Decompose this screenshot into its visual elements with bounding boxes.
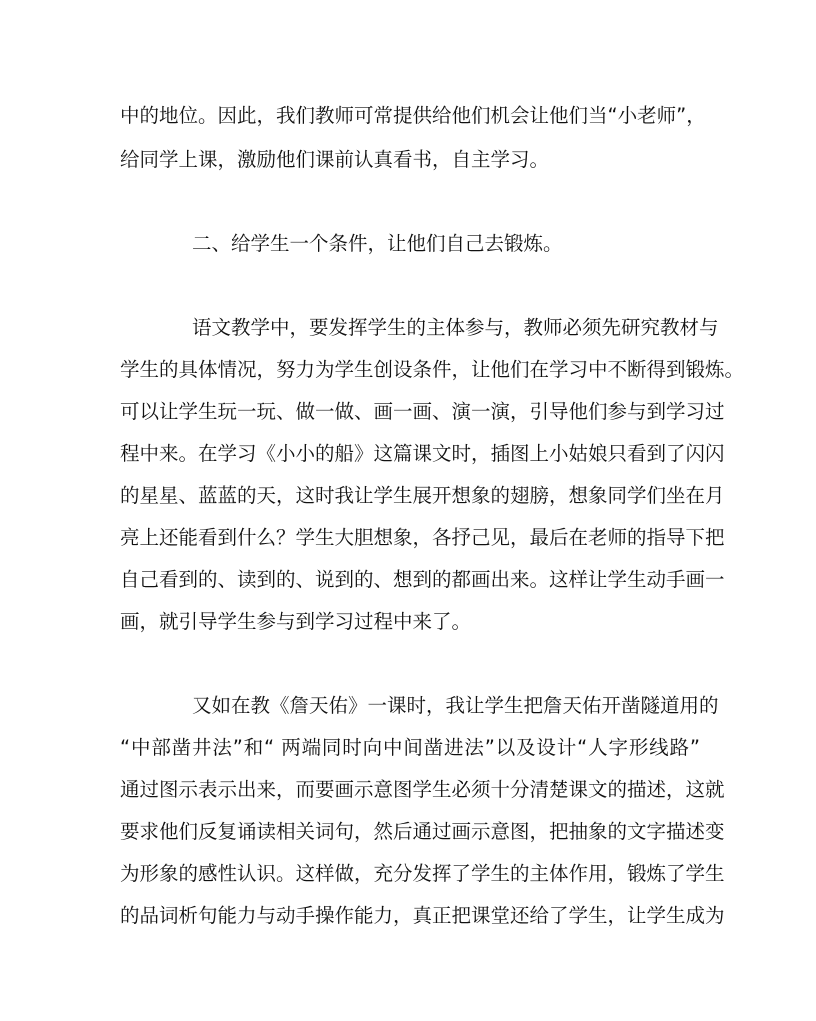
text-line-7: 程中来。在学习《小小的船》这篇课文时，插图上小姑娘只看到了闪闪 [120,442,725,465]
text-line-8: 的星星、蓝蓝的天，这时我让学生展开想象的翅膀，想象同学们坐在月 [120,484,725,507]
text-line-6: 可以让学生玩一玩、做一做、画一画、演一演，引导他们参与到学习过 [120,400,725,423]
text-line-9: 亮上还能看到什么？学生大胆想象，各抒己见，最后在老师的指导下把 [120,526,725,549]
text-line-13: “中部凿井法”和“ 两端同时向中间凿进法”以及设计“人字形线路” [120,736,700,759]
text-line-4: 语文教学中，要发挥学生的主体参与，教师必须先研究教材与 [192,316,719,339]
text-line-15: 要求他们反复诵读相关词句，然后通过画示意图，把抽象的文字描述变 [120,820,725,843]
section-heading: 二、给学生一个条件，让他们自己去锻炼。 [192,232,563,255]
text-line-17: 的品词析句能力与动手操作能力，真正把课堂还给了学生，让学生成为 [120,904,725,927]
text-line-14: 通过图示表示出来，而要画示意图学生必须十分清楚课文的描述，这就 [120,778,725,801]
text-line-2: 给同学上课，激励他们课前认真看书，自主学习。 [120,148,550,171]
text-line-1: 中的地位。因此，我们教师可常提供给他们机会让他们当“小老师”， [120,104,706,127]
text-line-10: 自己看到的、读到的、说到的、想到的都画出来。这样让学生动手画一 [120,568,725,591]
text-line-5: 学生的具体情况，努力为学生创设条件，让他们在学习中不断得到锻炼。 [120,358,745,381]
text-line-11: 画，就引导学生参与到学习过程中来了。 [120,610,472,633]
text-line-12: 又如在教《詹天佑》一课时，我让学生把詹天佑开凿隧道用的 [192,694,719,717]
text-line-16: 为形象的感性认识。这样做，充分发挥了学生的主体作用，锻炼了学生 [120,862,725,885]
